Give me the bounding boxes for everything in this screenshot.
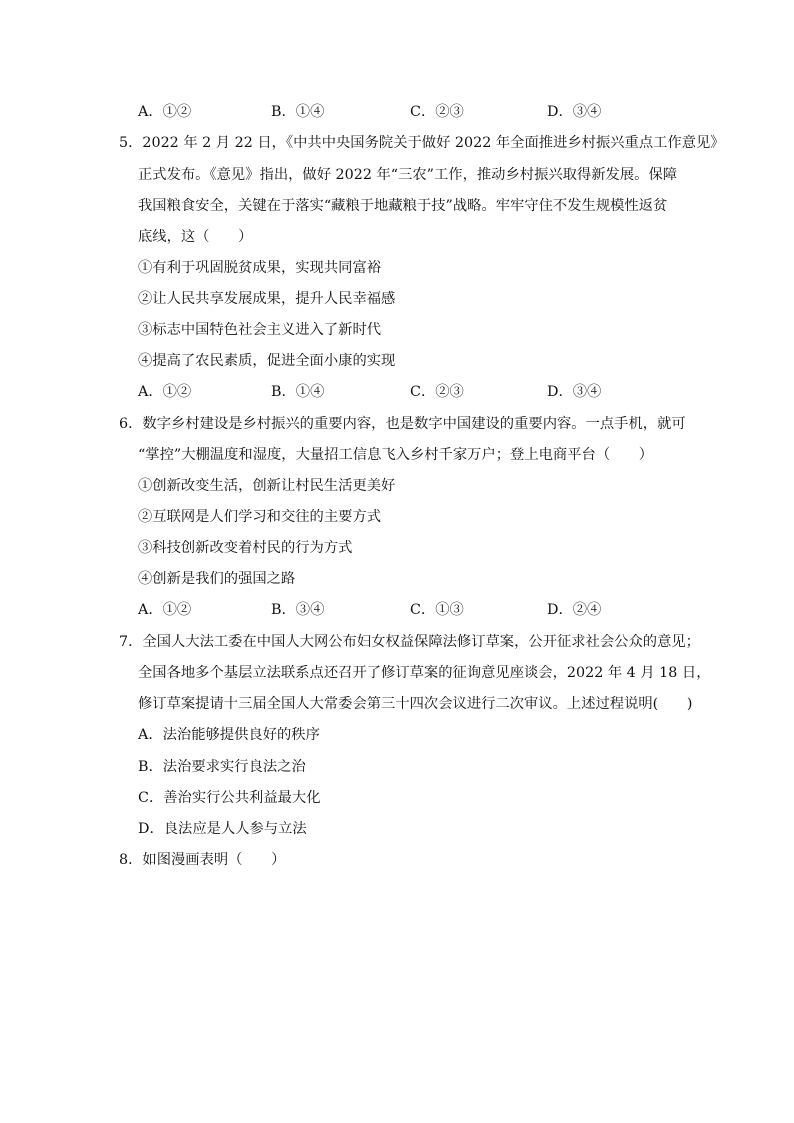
q7-option-d[interactable]: D．良法应是人人参与立法 [138,821,307,837]
q5-stem-line-3: 我国粮食安全，关键在于落实“藏粮于地藏粮于技”战略。牢牢守住不发生规模性返贫 [138,198,668,214]
q5-option-c[interactable]: C．②③ [410,384,464,400]
q4-option-a[interactable]: A．①② [138,104,192,120]
q7-stem-line-3: 修订草案提请十三届全国人大常委会第三十四次会议进行二次审议。上述过程说明( ) [138,696,693,712]
q6-option-d[interactable]: D．②④ [547,602,602,618]
q5-statement-1: ①有利于巩固脱贫成果，实现共同富裕 [138,260,382,276]
q5-option-d[interactable]: D．③④ [547,384,602,400]
q6-options [138,600,658,620]
q5-option-a[interactable]: A．①② [138,384,192,400]
q6-statement-4: ④创新是我们的强国之路 [138,571,296,587]
q6-stem-line-2: “掌控”大棚温度和湿度，大量招工信息飞入乡村千家万户；登上电商平台（ ） [138,447,654,463]
q6-statement-3: ③科技创新改变着村民的行为方式 [138,540,353,556]
q6-option-b[interactable]: B．③④ [271,602,325,618]
q5-stem-line-4: 底线，这（ ） [138,229,253,245]
q5-statement-3: ③标志中国特色社会主义进入了新时代 [138,322,382,338]
q7-option-c[interactable]: C．善治实行公共利益最大化 [138,790,321,806]
q7-stem-line-1: 7．全国人大法工委在中国人大网公布妇女权益保障法修订草案，公开征求社会公众的意见； [119,634,700,650]
q8-stem-line-1: 8．如图漫画表明（ ） [119,852,286,868]
q6-statement-2: ②互联网是人们学习和交往的主要方式 [138,509,382,525]
q6-option-c[interactable]: C．①③ [410,602,464,618]
q5-statement-2: ②让人民共享发展成果，提升人民幸福感 [138,291,396,307]
q6-stem-line-1: 6．数字乡村建设是乡村振兴的重要内容，也是数字中国建设的重要内容。一点手机，就可 [119,416,686,432]
q4-options [138,102,658,122]
q5-stem-line-2: 正式发布。《意见》指出，做好 2022 年“三农”工作，推动乡村振兴取得新发展。保障 [138,167,678,183]
q4-option-d[interactable]: D．③④ [547,104,602,120]
q4-option-c[interactable]: C．②③ [410,104,464,120]
q7-stem-line-2: 全国各地多个基层立法联系点还召开了修订草案的征询意见座谈会，2022 年 4 月 18 日， [138,665,711,681]
q5-stem-line-1: 5．2022 年 2 月 22 日，《中共中央国务院关于做好 2022 年全面推进乡村振兴重点工作意见》 [119,135,725,151]
q7-option-b[interactable]: B．法治要求实行良法之治 [138,759,306,775]
q6-statement-1: ①创新改变生活，创新让村民生活更美好 [138,478,396,494]
q7-option-a[interactable]: A．法治能够提供良好的秩序 [138,727,320,743]
q5-statement-4: ④提高了农民素质，促进全面小康的实现 [138,353,396,369]
q6-option-a[interactable]: A．①② [138,602,192,618]
q4-option-b[interactable]: B．①④ [271,104,325,120]
q5-options [138,382,658,402]
q5-option-b[interactable]: B．①④ [271,384,325,400]
